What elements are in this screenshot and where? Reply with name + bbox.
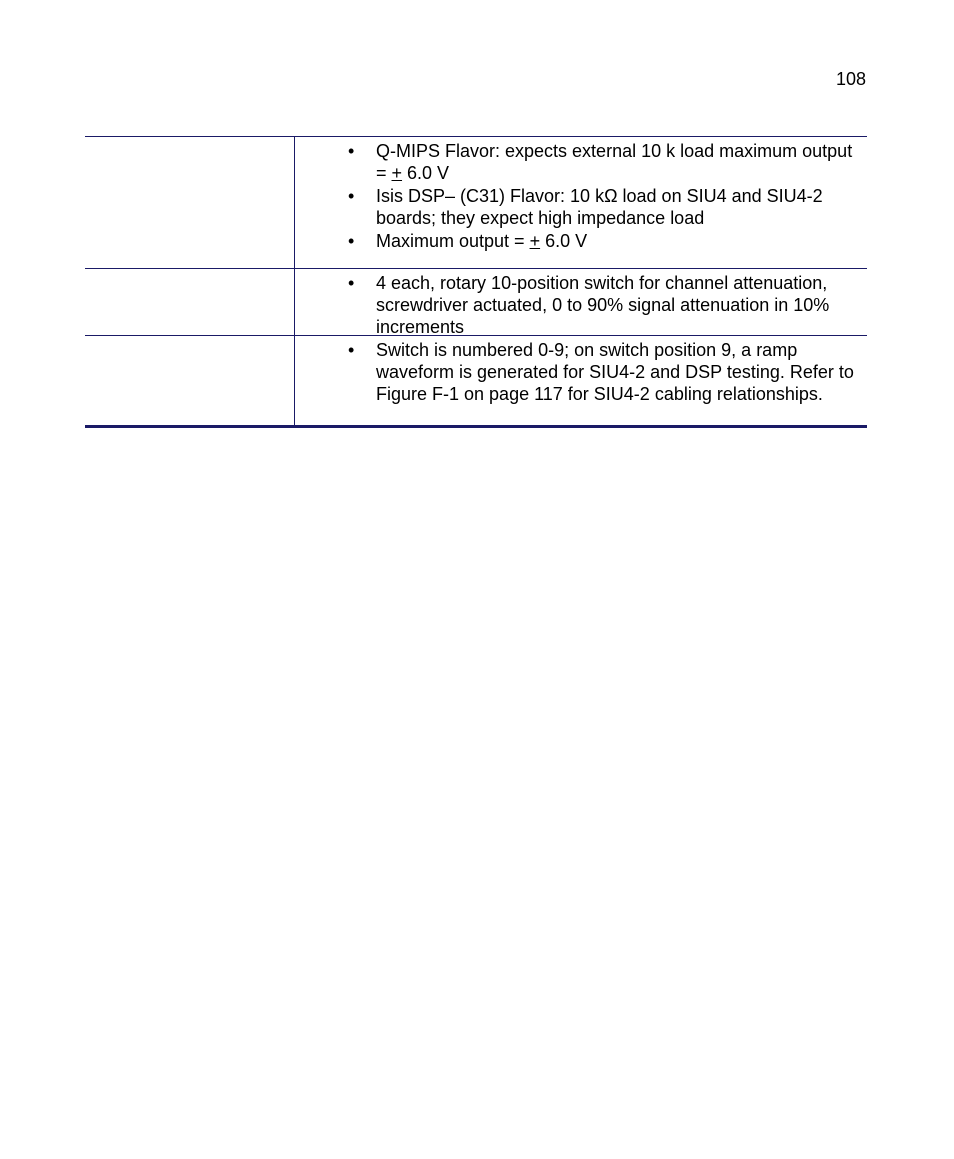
list-item-text	[376, 141, 852, 183]
bullet-icon: •	[348, 231, 355, 251]
list-item-text: 4 each, rotary 10-position switch for channel attenuation, screwdriver actuated, 0 to 90% signal attenuation in 10% increments	[376, 273, 830, 337]
bullet-icon: •	[348, 340, 355, 360]
spec-table	[85, 136, 867, 428]
text-part: Q-MIPS Flavor: expects external 10 k load maximum output =	[376, 141, 853, 183]
text-part: Maximum output =	[376, 231, 530, 251]
list-item	[348, 272, 863, 338]
list-item-text: Isis DSP– (C31) Flavor: 10 kΩ load on SIU4 and SIU4-2 boards; they expect high impedance load	[376, 186, 823, 228]
page-number: 108	[836, 69, 867, 89]
content-cell	[295, 269, 867, 335]
text-part: 6.0 V	[540, 231, 588, 251]
bullet-icon: •	[348, 141, 355, 161]
label-cell	[85, 336, 295, 425]
table-row	[85, 137, 867, 269]
plus-minus-symbol: +	[529, 231, 541, 251]
list-item	[348, 339, 863, 405]
bullet-icon: •	[348, 273, 355, 293]
label-cell	[85, 137, 295, 268]
list-item	[348, 185, 863, 229]
list-item	[348, 230, 863, 252]
list-item	[348, 140, 863, 184]
list-item-text: Switch is numbered 0-9; on switch position 9, a ramp waveform is generated for SIU4-2 and DSP testing. Refer to Figure F-1 on page 117 for SIU4-2 cabling relationships.	[376, 340, 854, 404]
table-row	[85, 269, 867, 336]
plus-minus-symbol: +	[391, 163, 403, 183]
bullet-icon: •	[348, 186, 355, 206]
list-item-text	[376, 231, 587, 251]
content-cell	[295, 137, 867, 268]
content-cell	[295, 336, 867, 425]
label-cell	[85, 269, 295, 335]
text-part: 6.0 V	[402, 163, 450, 183]
table-row	[85, 336, 867, 428]
